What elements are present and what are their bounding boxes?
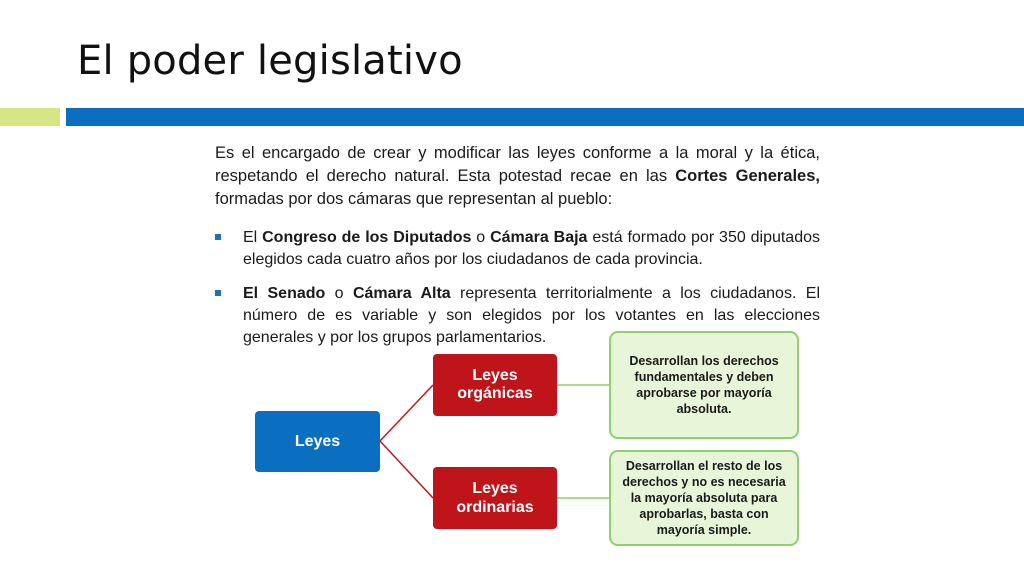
accent-bar-blue <box>66 108 1024 126</box>
bullet-post: está formado por 350 diputados elegidos cada cuatro años por los ciudadanos de cada provincia. <box>243 229 821 268</box>
slide-title: El poder legislativo <box>77 38 463 84</box>
intro-text-1: Es el encargado de crear y modificar las leyes conforme a la moral y la ética, respetando el derecho natural. Esta potestad recae en las <box>215 144 820 185</box>
square-bullet-icon <box>215 234 221 240</box>
square-bullet-icon <box>215 290 221 296</box>
intro-paragraph <box>215 142 820 211</box>
organicas-description-node: Desarrollan los derechos fundamentales y deben aprobarse por mayoría absoluta. <box>609 331 799 439</box>
bullet-bold-1: Congreso de los Diputados <box>262 229 472 246</box>
leyes-organicas-node: Leyes orgánicas <box>433 354 557 416</box>
bullet-pre: El <box>243 229 263 246</box>
bullet-bold-2: Cámara Alta <box>352 285 451 302</box>
intro-bold-cortes: Cortes Generales, <box>675 167 820 185</box>
ordinarias-description-node: Desarrollan el resto de los derechos y no es necesaria la mayoría absoluta para aprobarlas, basta con mayoría simple. <box>609 450 799 546</box>
leyes-root-node: Leyes <box>255 411 380 472</box>
intro-text-2: formadas por dos cámaras que representan al pueblo: <box>215 190 613 208</box>
bullet-mid: o <box>325 285 353 302</box>
list-item <box>215 227 820 271</box>
accent-bar-lime <box>0 108 60 126</box>
bullet-mid: o <box>471 229 491 246</box>
bullet-bold-1: El Senado <box>243 285 326 302</box>
leyes-ordinarias-node: Leyes ordinarias <box>433 467 557 529</box>
bullet-bold-2: Cámara Baja <box>490 229 588 246</box>
bullet-post: representa territorialmente a los ciudadanos. El número de es variable y son elegidos por los votantes en las elecciones generales y por los grupos parlamentarios. <box>243 285 821 346</box>
connector-root-to-ordinarias <box>380 441 433 498</box>
connector-root-to-organicas <box>380 385 433 441</box>
